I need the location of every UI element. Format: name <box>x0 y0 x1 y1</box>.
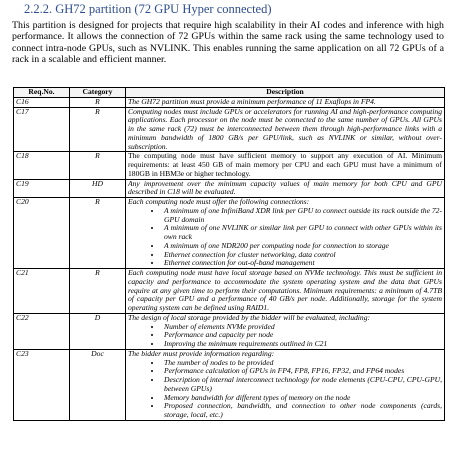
description-bullet-list <box>128 207 442 268</box>
description-bullet: • A minimum of one InfiniBand XDR link per GPU to connect outside its rack outside the 72-GPU domain <box>162 207 442 225</box>
req-number: C23 <box>14 349 70 420</box>
table-row <box>14 97 445 107</box>
table-body <box>14 97 445 420</box>
description-text: Any improvement over the minimum capacity values of main memory for both CPU and GPU described in C18 will be evaluated. <box>128 178 442 197</box>
description-bullet: • The number of nodes to be provided <box>162 359 442 368</box>
description-text: The computing node must have sufficient memory to support any execution of AI. Minimum requirements: at least 450 GB of main memory per CPU and each GPU must have a minimum of 180GB in HBM3e or higher technology. <box>128 151 442 178</box>
req-number: C16 <box>14 97 70 107</box>
section-intro: This partition is designed for projects that require high scalability in their AI codes and inference with high performance. It allows the connection of 72 GPUs within the same rack using the same technology used to connect intra-node GPUs, such as NVLINK. This enables running the same application on all 72 GPUs of a rack in a scalable and efficient manner. <box>12 20 444 66</box>
req-category: R <box>70 198 126 269</box>
description-text: Each computing node must offer the following connections: <box>128 197 310 206</box>
table-row <box>14 179 445 198</box>
req-category: HD <box>70 179 126 198</box>
req-number: C20 <box>14 198 70 269</box>
table-row <box>14 313 445 349</box>
req-number: C18 <box>14 152 70 179</box>
req-number: C22 <box>14 313 70 349</box>
header-category: Category <box>70 88 126 98</box>
req-category: Doc <box>70 349 126 420</box>
description-text: The design of local storage provided by the bidder will be evaluated, including: <box>128 312 371 322</box>
req-category: R <box>70 269 126 314</box>
table-row <box>14 198 445 269</box>
req-description <box>126 198 445 269</box>
description-bullet: • Ethernet connection for cluster networking, data control <box>162 251 442 260</box>
req-number: C17 <box>14 107 70 152</box>
requirements-table <box>13 87 445 421</box>
table-row <box>14 269 445 314</box>
description-bullet-list <box>128 359 442 420</box>
description-bullet: • Proposed connection, bandwidth, and connection to other node components (cards, storage, local, etc.) <box>162 402 442 420</box>
description-text: The GH72 partition must provide a minimum performance of 11 Exaflops in FP4. <box>128 96 376 106</box>
description-bullet-list <box>128 323 442 349</box>
req-description <box>126 313 445 349</box>
req-description <box>126 152 445 179</box>
req-description <box>126 269 445 314</box>
description-bullet: • Performance calculation of GPUs in FP4, FP8, FP16, FP32, and FP64 modes <box>162 367 442 376</box>
table-header-row <box>14 88 445 98</box>
header-description: Description <box>126 88 445 98</box>
description-text: The bidder must provide information regarding: <box>128 348 275 358</box>
req-description <box>126 349 445 420</box>
description-bullet: • A minimum of one NDR200 per computing node for connection to storage <box>162 242 442 251</box>
description-bullet: • Description of internal interconnect technology for node elements (CPU-CPU, CPU-GPU, between GPUs) <box>162 376 442 394</box>
description-text: Computing nodes must include GPUs or accelerators for running AI and high-performance computing applications. Each processor on the node must be connected to the same number of GPUs. All GPUs in the same rack (72) must be interconnected between them through high-performance links with a minimum bandwidth of 1800 GB/s per GPU/link, such as NVLINK or similar, without over-subscription. <box>128 106 442 151</box>
req-description <box>126 97 445 107</box>
table-row <box>14 107 445 152</box>
req-category: R <box>70 152 126 179</box>
header-req-no: Req.No. <box>14 88 70 98</box>
section-heading: 2.2.2. GH72 partition (72 GPU Hyper connected) <box>24 2 272 16</box>
description-bullet: • Performance and capacity per node <box>162 331 442 340</box>
description-bullet: • Improving the minimum requirements outlined in C21 <box>162 340 442 349</box>
req-description <box>126 179 445 198</box>
req-number: C21 <box>14 269 70 314</box>
req-description <box>126 107 445 152</box>
description-bullet: • Ethernet connection for out-of-band management <box>162 259 442 268</box>
description-bullet: • A minimum of one NVLINK or similar link per GPU to connect with other GPUs within its own rack <box>162 224 442 242</box>
table-row <box>14 349 445 420</box>
req-category: R <box>70 97 126 107</box>
description-bullet: • Memory bandwidth for different types of memory on the node <box>162 394 442 403</box>
req-category: R <box>70 107 126 152</box>
description-text: Each computing node must have local storage based on NVMe technology. This must be sufficient in capacity and performance to accommodate the system operating system and the data that GPUs require at any given time to perform their computations. Minimum requirements: a minimum of 4.7TB of capacity per GPU and a performance of 40 GB/s per node. Additionally, storage for the system operating system can be defined using RAID1. <box>128 268 442 312</box>
description-bullet: • Number of elements NVMe provided <box>162 323 442 332</box>
table-row <box>14 152 445 179</box>
req-category: D <box>70 313 126 349</box>
req-number: C19 <box>14 179 70 198</box>
